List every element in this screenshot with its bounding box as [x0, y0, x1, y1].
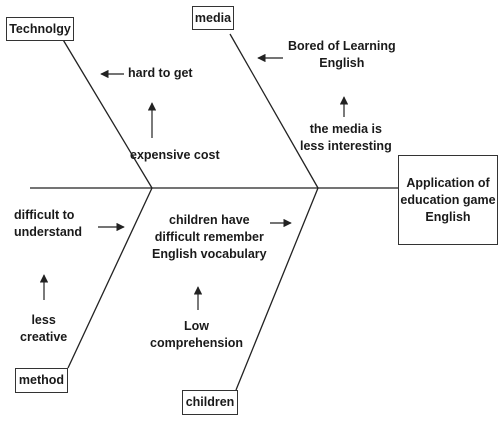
effect-line-2: education game: [400, 192, 496, 207]
cause-low-comprehension: Low comprehension: [150, 319, 244, 350]
category-children-label: children: [185, 395, 235, 409]
cause-hard-to-get: hard to get: [128, 66, 193, 80]
effect-box: [398, 155, 498, 245]
category-media-label: media: [194, 10, 232, 25]
category-method-label: method: [18, 373, 65, 387]
bone-technology: [62, 38, 152, 188]
category-technology: [6, 17, 74, 41]
cause-difficult-to-understand: difficult to understand: [14, 208, 83, 239]
cause-bored-of-learning: Bored of Learning English: [288, 39, 396, 70]
cause-less-creative: less creative: [20, 313, 68, 344]
effect-line-1: Application of: [406, 175, 490, 190]
category-technology-label: Technolgy: [9, 21, 71, 36]
cause-media-less-interesting: the media is less interesting: [300, 122, 392, 153]
category-media: [192, 6, 234, 30]
category-children: [182, 390, 238, 415]
cause-expensive-cost: expensive cost: [130, 148, 220, 162]
cause-children-difficult-remember: children have difficult remember English vocabulary: [152, 213, 267, 261]
effect-line-3: English: [425, 209, 471, 224]
category-method: [15, 368, 68, 393]
